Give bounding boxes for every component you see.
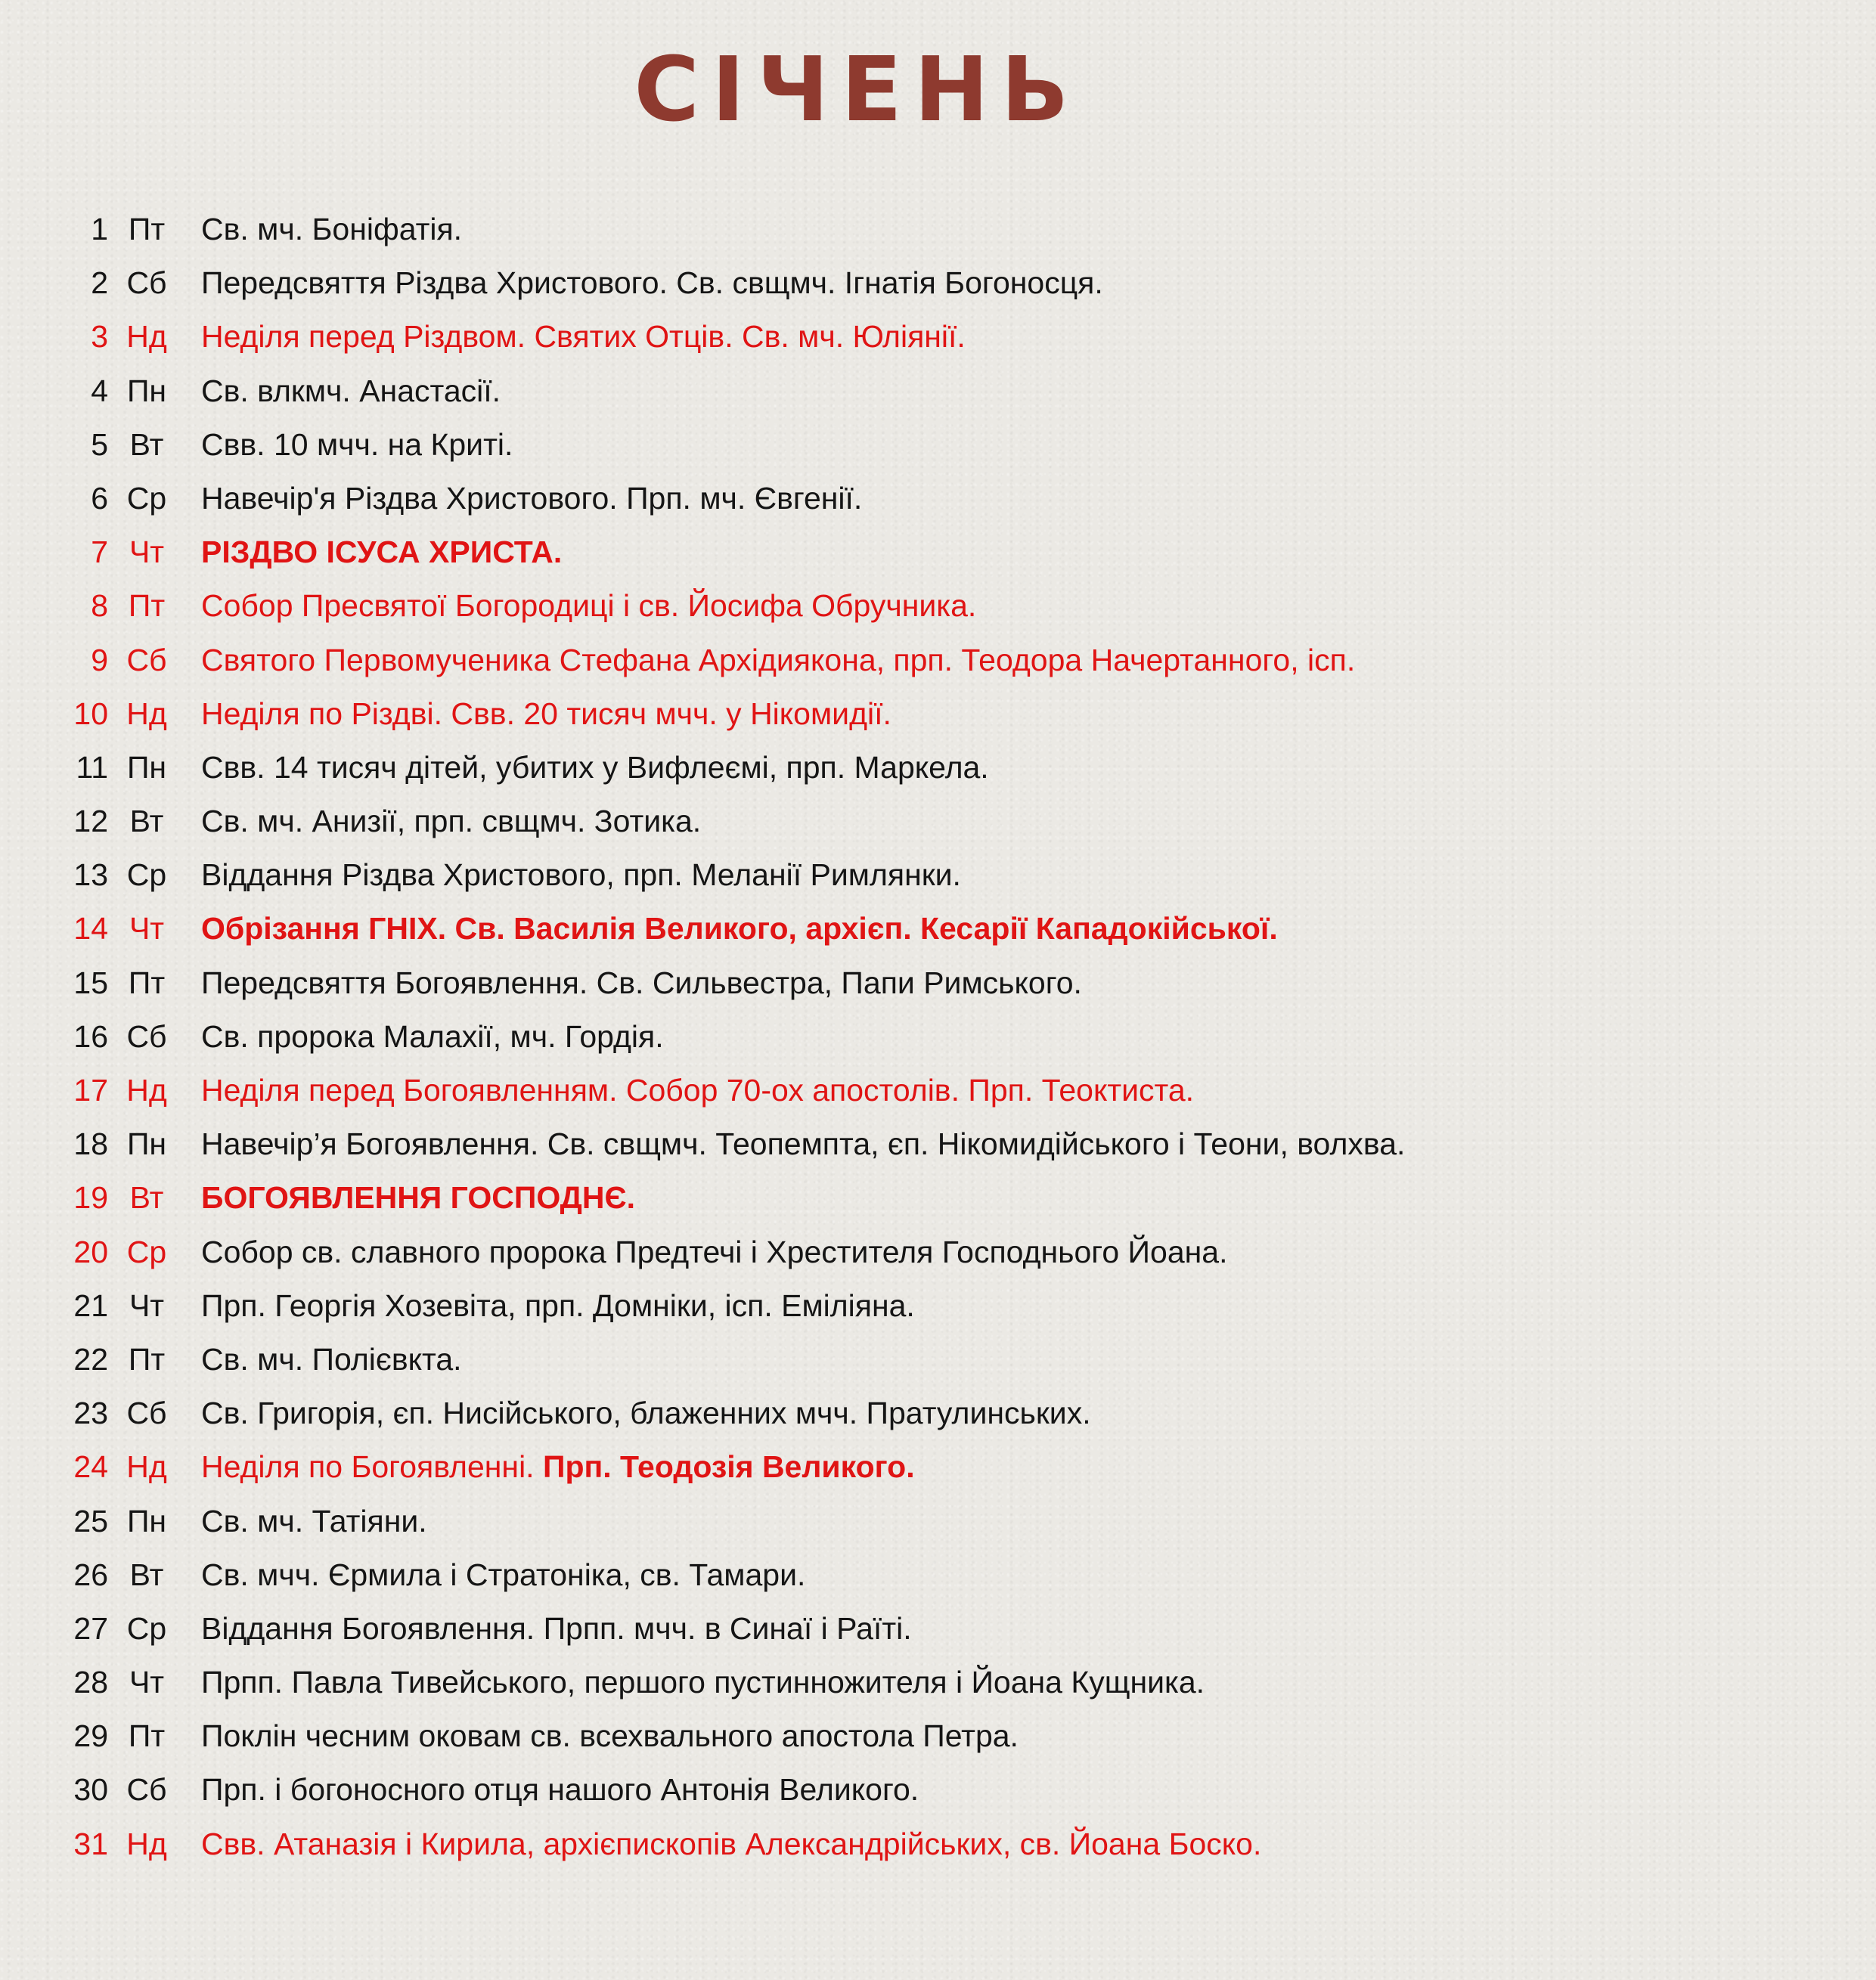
day-of-week: Сб	[126, 1772, 167, 1808]
feast-text-part: Неділя по Богоявленні.	[201, 1449, 543, 1485]
feast-text-part: Св. Григорія, єп. Нисійського, блаженних мчч. Пратулинських.	[201, 1396, 1091, 1431]
day-row	[0, 1171, 1876, 1225]
day-of-week: Вт	[129, 426, 164, 462]
day-number: 25	[73, 1503, 108, 1538]
feast-description	[201, 741, 989, 795]
day-of-week: Вт	[129, 804, 164, 839]
day-of-week: Вт	[129, 1180, 164, 1216]
feast-text-part: Неділя перед Різдвом. Святих Отців. Св. мч. Юліянії.	[201, 319, 966, 355]
day-of-week: Нд	[126, 319, 167, 355]
day-number: 1	[91, 212, 108, 246]
day-row	[0, 1117, 1876, 1171]
day-of-week: Пт	[128, 1718, 166, 1754]
day-number: 27	[73, 1610, 108, 1646]
day-of-week: Пт	[128, 212, 166, 246]
day-number: 5	[91, 426, 108, 462]
day-of-week: Пт	[128, 588, 166, 624]
feast-description	[201, 579, 976, 633]
day-number: 17	[73, 1073, 108, 1108]
feast-description	[201, 310, 966, 364]
day-row	[0, 1656, 1876, 1709]
feast-description	[201, 795, 701, 848]
feast-text-part: РІЗДВО ІСУСА ХРИСТА.	[201, 535, 563, 570]
day-of-week: Сб	[126, 265, 167, 301]
feast-text-part: Св. мч. Татіяни.	[201, 1503, 427, 1538]
feast-text-part: Св. пророка Малахії, мч. Гордія.	[201, 1018, 664, 1054]
day-row	[0, 256, 1876, 310]
day-row	[0, 1709, 1876, 1763]
day-number: 28	[73, 1665, 108, 1700]
feast-text-part: Навечір’я Богоявлення. Св. свщмч. Теопемпта, єп. Нікомидійського і Теони, волхва.	[201, 1126, 1406, 1162]
day-row	[0, 1817, 1876, 1871]
feast-description	[201, 1333, 462, 1387]
day-number: 31	[73, 1826, 108, 1861]
day-of-week: Ср	[126, 480, 167, 516]
feast-text-part: Св. мч. Анизії, прп. свщмч. Зотика.	[201, 804, 702, 839]
feast-description	[201, 1064, 1194, 1117]
day-of-week: Сб	[126, 1396, 167, 1431]
day-of-week: Ср	[126, 1610, 167, 1646]
feast-text-part: Свв. 10 мчч. на Криті.	[201, 426, 513, 462]
day-row	[0, 1387, 1876, 1440]
feast-description	[201, 1440, 915, 1494]
feast-text-part: Неділя по Різдві. Свв. 20 тисяч мчч. у Нікомидії.	[201, 696, 891, 731]
day-of-week: Пт	[128, 965, 166, 1000]
feast-text-part: Прп. Теодозія Великого.	[542, 1449, 915, 1485]
feast-description	[201, 472, 862, 525]
day-of-week: Сб	[126, 1018, 167, 1054]
day-number: 4	[91, 373, 108, 408]
feast-text-part: Передсвяття Різдва Христового. Св. свщмч. Ігнатія Богоносця.	[201, 265, 1103, 301]
day-of-week: Ср	[126, 1234, 167, 1269]
day-row	[0, 472, 1876, 525]
day-number: 26	[73, 1557, 108, 1592]
day-row	[0, 579, 1876, 633]
day-number: 29	[73, 1718, 108, 1754]
day-of-week: Пт	[128, 1341, 166, 1377]
feast-text-part: Св. мчч. Єрмила і Стратоніка, св. Тамари.	[201, 1557, 806, 1592]
feast-description	[201, 1495, 427, 1548]
day-number: 23	[73, 1396, 108, 1431]
feast-description	[201, 902, 1278, 956]
day-of-week: Сб	[126, 642, 167, 677]
day-of-week: Нд	[126, 1826, 167, 1861]
day-of-week: Пн	[126, 1126, 167, 1162]
feast-description	[201, 848, 961, 902]
day-row	[0, 1602, 1876, 1656]
feast-text-part: Обрізання ГНІХ. Св. Василія Великого, архієп. Кесарії Кападокійської.	[201, 911, 1278, 947]
feast-text-part: Собор св. славного пророка Предтечі і Хрестителя Господнього Йоана.	[201, 1234, 1228, 1269]
feast-description	[201, 1225, 1227, 1279]
day-row	[0, 795, 1876, 848]
day-row	[0, 687, 1876, 741]
day-of-week: Чт	[129, 911, 165, 947]
day-number: 11	[76, 749, 108, 785]
feast-text-part: Віддання Богоявлення. Прпп. мчч. в Синаї і Раїті.	[201, 1610, 912, 1646]
feast-description	[201, 1279, 915, 1333]
day-row	[0, 848, 1876, 902]
feast-text-part: Св. мч. Полієвкта.	[201, 1341, 462, 1377]
feast-text-part: Свв. Атаназія і Кирила, архієпископів Александрійських, св. Йоана Боско.	[201, 1826, 1262, 1861]
day-row	[0, 1548, 1876, 1602]
feast-text-part: Прп. Георгія Хозевіта, прп. Домніки, ісп. Еміліяна.	[201, 1287, 915, 1323]
day-number: 3	[91, 319, 108, 355]
day-row	[0, 418, 1876, 472]
day-number: 10	[73, 696, 108, 731]
day-of-week: Пн	[126, 749, 167, 785]
day-number: 20	[73, 1234, 108, 1269]
day-row	[0, 1333, 1876, 1387]
day-of-week: Пн	[126, 1503, 167, 1538]
feast-description	[201, 1010, 664, 1064]
day-of-week: Пн	[126, 373, 167, 408]
day-row	[0, 1279, 1876, 1333]
feast-description	[201, 1763, 919, 1817]
feast-description	[201, 525, 562, 579]
feast-text-part: Прпп. Павла Тивейського, першого пустинножителя і Йоана Кущника.	[201, 1665, 1205, 1700]
day-row	[0, 1763, 1876, 1817]
feast-text-part: Свв. 14 тисяч дітей, убитих у Вифлеємі, прп. Маркела.	[201, 749, 989, 785]
day-row	[0, 1225, 1876, 1279]
day-row	[0, 203, 1876, 256]
feast-text-part: Віддання Різдва Христового, прп. Меланії Римлянки.	[201, 857, 961, 893]
day-row	[0, 310, 1876, 364]
day-number: 14	[73, 911, 108, 947]
feast-text-part: Поклін чесним оковам св. всехвального апостола Петра.	[201, 1718, 1019, 1754]
day-number: 22	[73, 1341, 108, 1377]
feast-description	[201, 203, 462, 256]
day-of-week: Ср	[126, 857, 167, 893]
day-of-week: Вт	[129, 1557, 164, 1592]
feast-description	[201, 956, 1082, 1010]
feast-description	[201, 1171, 635, 1225]
feast-text-part: Св. влкмч. Анастасії.	[201, 373, 501, 408]
day-number: 16	[73, 1018, 108, 1054]
day-row	[0, 1010, 1876, 1064]
feast-description	[201, 256, 1103, 310]
day-row	[0, 1440, 1876, 1494]
feast-text-part: Св. мч. Боніфатія.	[201, 212, 463, 246]
feast-text-part: Святого Первомученика Стефана Архідиякона, прп. Теодора Начертанного, ісп.	[201, 642, 1356, 677]
day-of-week: Чт	[129, 1287, 165, 1323]
day-number: 6	[91, 480, 108, 516]
day-of-week: Чт	[129, 1665, 165, 1700]
day-number: 2	[91, 265, 108, 301]
day-row	[0, 956, 1876, 1010]
feast-text-part: Передсвяття Богоявлення. Св. Сильвестра, Папи Римського.	[201, 965, 1082, 1000]
day-number: 30	[73, 1772, 108, 1808]
feast-description	[201, 634, 1355, 687]
feast-description	[201, 1117, 1405, 1171]
day-of-week: Нд	[126, 1073, 167, 1108]
feast-text-part: Собор Пресвятої Богородиці і св. Йосифа Обручника.	[201, 588, 977, 624]
day-row	[0, 364, 1876, 418]
day-row	[0, 741, 1876, 795]
feast-description	[201, 1387, 1091, 1440]
feast-description	[201, 1602, 912, 1656]
feast-text-part: БОГОЯВЛЕННЯ ГОСПОДНЄ.	[201, 1180, 636, 1216]
day-number: 19	[73, 1180, 108, 1216]
day-row	[0, 1495, 1876, 1548]
feast-description	[201, 1817, 1261, 1871]
day-number: 8	[91, 588, 108, 624]
day-number: 21	[73, 1287, 108, 1323]
feast-description	[201, 364, 501, 418]
day-number: 9	[91, 642, 108, 677]
day-of-week: Чт	[129, 535, 165, 570]
feast-text-part: Неділя перед Богоявленням. Собор 70-ох апостолів. Прп. Теоктиста.	[201, 1073, 1195, 1108]
day-number: 13	[73, 857, 108, 893]
feast-text-part: Навечір'я Різдва Христового. Прп. мч. Євгенії.	[201, 480, 863, 516]
day-number: 18	[73, 1126, 108, 1162]
day-of-week: Нд	[126, 696, 167, 731]
day-row	[0, 634, 1876, 687]
feast-text-part: Прп. і богоносного отця нашого Антонія Великого.	[201, 1772, 919, 1808]
day-row	[0, 525, 1876, 579]
feast-description	[201, 1709, 1019, 1763]
feast-description	[201, 1548, 805, 1602]
day-row	[0, 902, 1876, 956]
day-number: 7	[91, 535, 108, 570]
month-title: СІЧЕНЬ	[634, 37, 1081, 141]
day-row	[0, 1064, 1876, 1117]
day-of-week: Нд	[126, 1449, 167, 1485]
day-number: 12	[73, 804, 108, 839]
feast-description	[201, 418, 513, 472]
feast-description	[201, 687, 891, 741]
feast-description	[201, 1656, 1205, 1709]
day-list	[0, 203, 1876, 1871]
day-number: 24	[73, 1449, 108, 1485]
day-number: 15	[73, 965, 108, 1000]
